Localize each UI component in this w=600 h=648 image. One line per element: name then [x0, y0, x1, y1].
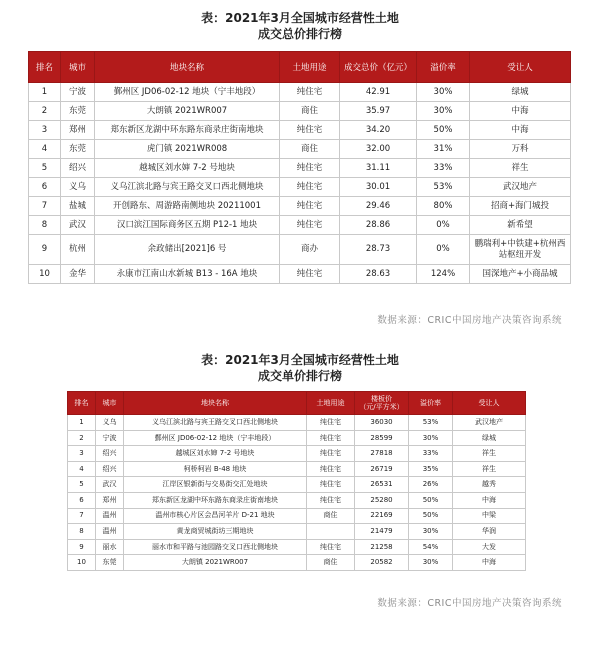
cell-parcel-name: 开创路东、周游路南侧地块 20211001: [95, 197, 280, 216]
cell-rank: 5: [29, 159, 61, 178]
cell-rank: 8: [68, 524, 96, 540]
cell-parcel-name: 大朗镇 2021WR007: [95, 102, 280, 121]
table1-header-buyer: 受让人: [470, 52, 571, 83]
cell-parcel-name: 郑东新区龙湖中环东路东商录庄街南地块: [124, 492, 307, 508]
cell-city: 温州: [96, 524, 124, 540]
table2-header-parcel: 地块名称: [124, 392, 307, 415]
table1-header-rank: 排名: [29, 52, 61, 83]
cell-usage: 纯住宅: [307, 430, 355, 446]
cell-usage: 商办: [280, 235, 340, 265]
cell-rank: 10: [29, 265, 61, 284]
table-row: [68, 524, 526, 540]
table2-header-rank: 排名: [68, 392, 96, 415]
cell-price: 27818: [355, 446, 409, 462]
table-row: [68, 446, 526, 462]
table-row: [29, 197, 571, 216]
table-row: [29, 178, 571, 197]
cell-premium-rate: 35%: [409, 461, 453, 477]
table1-header-usage: 土地用途: [280, 52, 340, 83]
cell-premium-rate: 30%: [409, 524, 453, 540]
table-row: [68, 461, 526, 477]
cell-city: 郑州: [61, 121, 95, 140]
cell-city: 东莞: [96, 555, 124, 571]
cell-rank: 10: [68, 555, 96, 571]
cell-rank: 1: [68, 415, 96, 431]
table2-header-row: [68, 392, 526, 415]
cell-city: 义乌: [61, 178, 95, 197]
cell-buyer: 绿城: [470, 83, 571, 102]
table-row: [29, 140, 571, 159]
cell-premium-rate: 26%: [409, 477, 453, 493]
cell-buyer: 中海: [453, 555, 526, 571]
cell-price: 26531: [355, 477, 409, 493]
cell-usage: 纯住宅: [307, 539, 355, 555]
cell-usage: 纯住宅: [280, 178, 340, 197]
cell-rank: 9: [68, 539, 96, 555]
table1-title-line1: 表：2021年3月全国城市经营性土地: [201, 11, 399, 25]
cell-city: 武汉: [61, 216, 95, 235]
cell-usage: 纯住宅: [280, 159, 340, 178]
cell-buyer: 祥生: [453, 446, 526, 462]
cell-city: 宁波: [96, 430, 124, 446]
table1-title: [0, 10, 600, 42]
table-row: [29, 121, 571, 140]
cell-parcel-name: 越城区刘水婶 7-2 号地块: [124, 446, 307, 462]
cell-rank: 9: [29, 235, 61, 265]
total-price-ranking-table: [28, 51, 571, 284]
cell-buyer: 中海: [470, 121, 571, 140]
cell-city: 郑州: [96, 492, 124, 508]
cell-parcel-name: 鄞州区 JD06-02-12 地块（宁丰地段）: [124, 430, 307, 446]
table1-header-total-price: 成交总价（亿元）: [340, 52, 417, 83]
cell-usage: 商住: [307, 555, 355, 571]
cell-premium-rate: 33%: [409, 446, 453, 462]
table-row: [29, 235, 571, 265]
cell-city: 金华: [61, 265, 95, 284]
cell-buyer: 祥生: [453, 461, 526, 477]
table1-source: 数据来源：CRIC中国房地产决策咨询系统: [377, 315, 562, 326]
cell-buyer: 鹏瑞利+中铁建+杭州西站枢纽开发: [470, 235, 571, 265]
unit-price-ranking-table: [67, 391, 526, 571]
cell-buyer: 中梁: [453, 508, 526, 524]
table-row: [29, 83, 571, 102]
table-row: [29, 159, 571, 178]
cell-buyer: 招商+海门城投: [470, 197, 571, 216]
table2-source: 数据来源：CRIC中国房地产决策咨询系统: [377, 598, 562, 609]
cell-usage: 纯住宅: [280, 83, 340, 102]
cell-premium-rate: 0%: [417, 235, 470, 265]
cell-parcel-name: 汉口滨江国际商务区五期 P12-1 地块: [95, 216, 280, 235]
cell-price: 35.97: [340, 102, 417, 121]
cell-rank: 2: [29, 102, 61, 121]
cell-rank: 7: [68, 508, 96, 524]
cell-premium-rate: 33%: [417, 159, 470, 178]
cell-parcel-name: 义乌江滨北路与宾王路交叉口西北侧地块: [124, 415, 307, 431]
cell-usage: 纯住宅: [307, 477, 355, 493]
cell-buyer: 越秀: [453, 477, 526, 493]
cell-buyer: 祥生: [470, 159, 571, 178]
table-row: [68, 430, 526, 446]
cell-city: 绍兴: [96, 461, 124, 477]
cell-usage: 纯住宅: [307, 492, 355, 508]
cell-buyer: 华润: [453, 524, 526, 540]
cell-usage: [307, 524, 355, 540]
cell-premium-rate: 50%: [417, 121, 470, 140]
cell-price: 21258: [355, 539, 409, 555]
cell-city: 丽水: [96, 539, 124, 555]
cell-parcel-name: 丽水市和平路与池园路交叉口西北侧地块: [124, 539, 307, 555]
table1-header-row: [29, 52, 571, 83]
cell-price: 22169: [355, 508, 409, 524]
cell-premium-rate: 53%: [417, 178, 470, 197]
table1-header-city: 城市: [61, 52, 95, 83]
cell-premium-rate: 80%: [417, 197, 470, 216]
cell-buyer: 绿城: [453, 430, 526, 446]
cell-buyer: 中海: [470, 102, 571, 121]
cell-premium-rate: 50%: [409, 508, 453, 524]
cell-rank: 6: [29, 178, 61, 197]
cell-price: 29.46: [340, 197, 417, 216]
table-row: [68, 492, 526, 508]
cell-price: 32.00: [340, 140, 417, 159]
cell-buyer: 武汉地产: [470, 178, 571, 197]
table-row: [29, 265, 571, 284]
cell-rank: 2: [68, 430, 96, 446]
table-row: [29, 102, 571, 121]
cell-usage: 商住: [280, 140, 340, 159]
cell-premium-rate: 124%: [417, 265, 470, 284]
cell-rank: 4: [29, 140, 61, 159]
cell-price: 20582: [355, 555, 409, 571]
cell-city: 东莞: [61, 140, 95, 159]
table2-title-line1: 表：2021年3月全国城市经营性土地: [201, 353, 399, 367]
cell-price: 30.01: [340, 178, 417, 197]
cell-parcel-name: 黄龙商贸城街坊三期地块: [124, 524, 307, 540]
table2-header-premium: 溢价率: [409, 392, 453, 415]
cell-city: 武汉: [96, 477, 124, 493]
cell-parcel-name: 柯桥柯岩 B-48 地块: [124, 461, 307, 477]
cell-buyer: 武汉地产: [453, 415, 526, 431]
table2-header-usage: 土地用途: [307, 392, 355, 415]
cell-price: 28599: [355, 430, 409, 446]
cell-price: 21479: [355, 524, 409, 540]
cell-premium-rate: 31%: [417, 140, 470, 159]
cell-rank: 6: [68, 492, 96, 508]
cell-city: 绍兴: [61, 159, 95, 178]
cell-city: 宁波: [61, 83, 95, 102]
cell-city: 义乌: [96, 415, 124, 431]
cell-rank: 7: [29, 197, 61, 216]
table-row: [29, 216, 571, 235]
cell-rank: 3: [29, 121, 61, 140]
cell-rank: 5: [68, 477, 96, 493]
cell-premium-rate: 50%: [409, 492, 453, 508]
cell-usage: 纯住宅: [307, 461, 355, 477]
cell-usage: 纯住宅: [280, 265, 340, 284]
cell-rank: 8: [29, 216, 61, 235]
cell-parcel-name: 鄞州区 JD06-02-12 地块（宁丰地段）: [95, 83, 280, 102]
cell-buyer: 中海: [453, 492, 526, 508]
cell-parcel-name: 郑东新区龙湖中环东路东商录庄街南地块: [95, 121, 280, 140]
cell-rank: 4: [68, 461, 96, 477]
cell-premium-rate: 53%: [409, 415, 453, 431]
cell-buyer: 新希望: [470, 216, 571, 235]
cell-city: 东莞: [61, 102, 95, 121]
cell-buyer: 大发: [453, 539, 526, 555]
cell-usage: 商住: [307, 508, 355, 524]
cell-parcel-name: 义乌江滨北路与宾王路交叉口西北侧地块: [95, 178, 280, 197]
cell-price: 28.86: [340, 216, 417, 235]
cell-price: 28.63: [340, 265, 417, 284]
table1-header-premium: 溢价率: [417, 52, 470, 83]
table1-header-parcel: 地块名称: [95, 52, 280, 83]
cell-premium-rate: 30%: [417, 102, 470, 121]
cell-price: 26719: [355, 461, 409, 477]
cell-city: 杭州: [61, 235, 95, 265]
cell-parcel-name: 余政储出[2021]6 号: [95, 235, 280, 265]
table2-header-city: 城市: [96, 392, 124, 415]
table-row: [68, 555, 526, 571]
table2-header-buyer: 受让人: [453, 392, 526, 415]
table1-title-line2: 成交总价排行榜: [257, 27, 342, 41]
cell-parcel-name: 永康市江南山水新城 B13 - 16A 地块: [95, 265, 280, 284]
cell-price: 31.11: [340, 159, 417, 178]
cell-premium-rate: 54%: [409, 539, 453, 555]
cell-premium-rate: 0%: [417, 216, 470, 235]
cell-city: 绍兴: [96, 446, 124, 462]
cell-parcel-name: 虎门镇 2021WR008: [95, 140, 280, 159]
table-row: [68, 508, 526, 524]
cell-usage: 纯住宅: [307, 415, 355, 431]
cell-usage: 纯住宅: [280, 121, 340, 140]
cell-price: 25280: [355, 492, 409, 508]
table2-title-line2: 成交单价排行榜: [257, 369, 342, 383]
cell-parcel-name: 大朗镇 2021WR007: [124, 555, 307, 571]
cell-rank: 1: [29, 83, 61, 102]
cell-buyer: 国深地产+小商品城: [470, 265, 571, 284]
cell-parcel-name: 江岸区银新街与交易街交汇处地块: [124, 477, 307, 493]
table2-header-floor-price: 楼板价 （元/平方米）: [355, 392, 409, 415]
cell-parcel-name: 越城区刘水婶 7-2 号地块: [95, 159, 280, 178]
cell-city: 盐城: [61, 197, 95, 216]
cell-usage: 纯住宅: [307, 446, 355, 462]
cell-usage: 商住: [280, 102, 340, 121]
cell-premium-rate: 30%: [409, 430, 453, 446]
cell-premium-rate: 30%: [417, 83, 470, 102]
cell-price: 28.73: [340, 235, 417, 265]
table-row: [68, 415, 526, 431]
cell-usage: 纯住宅: [280, 216, 340, 235]
cell-price: 34.20: [340, 121, 417, 140]
cell-premium-rate: 30%: [409, 555, 453, 571]
table-row: [68, 539, 526, 555]
cell-city: 温州: [96, 508, 124, 524]
cell-rank: 3: [68, 446, 96, 462]
cell-price: 42.91: [340, 83, 417, 102]
cell-buyer: 万科: [470, 140, 571, 159]
cell-usage: 纯住宅: [280, 197, 340, 216]
cell-parcel-name: 温州市核心片区会昌河羊片 D-21 地块: [124, 508, 307, 524]
table2-title: [0, 352, 600, 384]
table-row: [68, 477, 526, 493]
cell-price: 36030: [355, 415, 409, 431]
